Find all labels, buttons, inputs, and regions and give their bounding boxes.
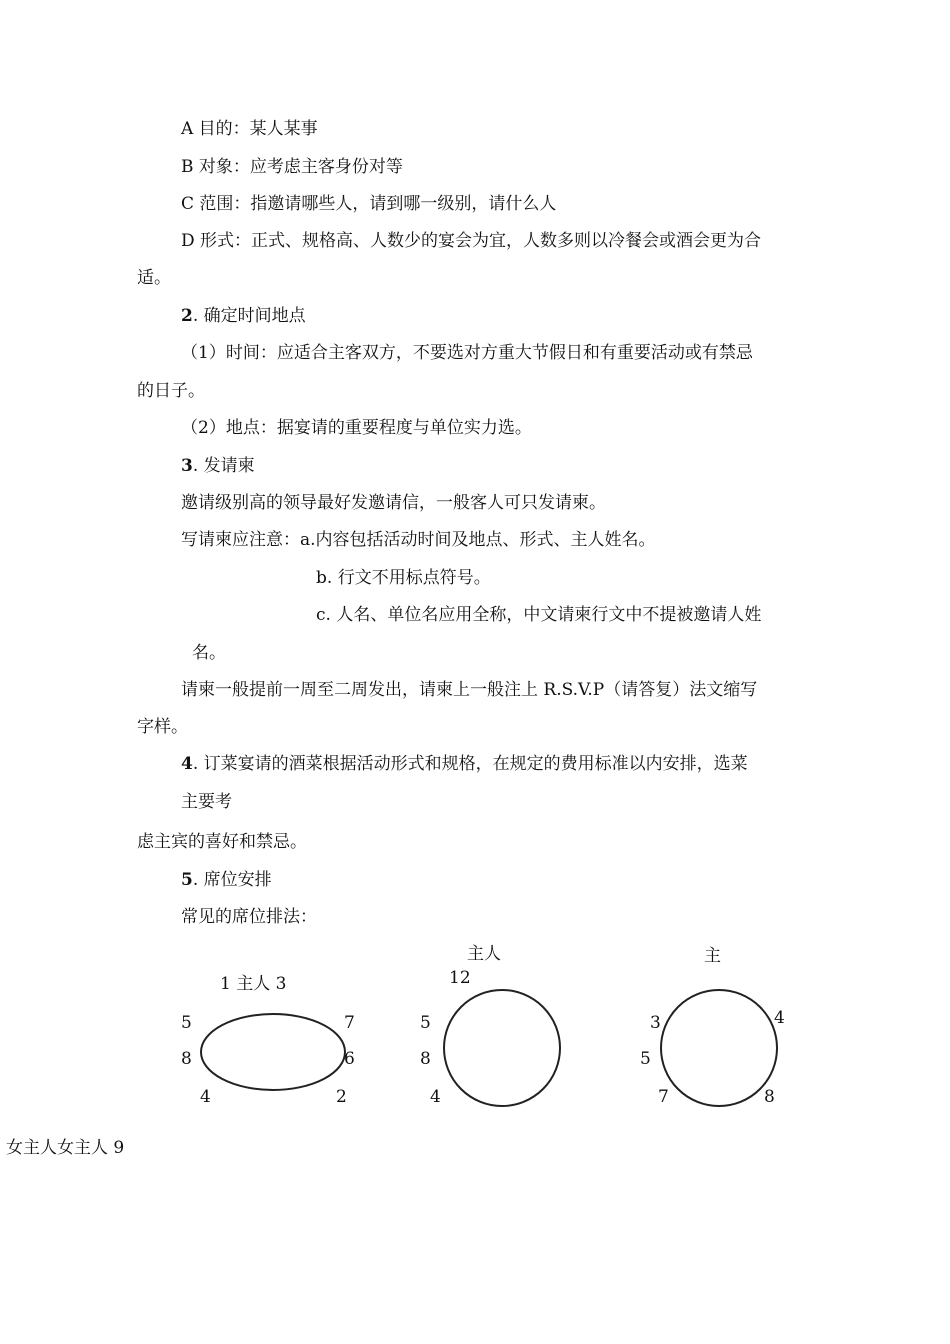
item-b-audience: B 对象：应考虑主客身份对等: [181, 157, 403, 177]
heading-4: [181, 753, 748, 775]
oval-seat-right-1: 7: [344, 1013, 355, 1033]
footer-hosts-label: 女主人女主人 9: [6, 1138, 125, 1158]
menu-paragraph-cont2: 虑主宾的喜好和禁忌。: [137, 832, 307, 852]
heading-5: [181, 869, 272, 891]
menu-paragraph-cont: 主要考: [181, 792, 232, 812]
item-c-scope: C 范围：指邀请哪些人，请到哪一级别，请什么人: [181, 194, 557, 214]
oval-seat-right-3: 2: [336, 1087, 347, 1107]
heading-2-text: . 确定时间地点: [192, 306, 306, 326]
oval-seat-left-3: 4: [200, 1087, 211, 1107]
oval-top-label: 1 主人 3: [220, 974, 287, 994]
oval-seat-left-1: 5: [181, 1013, 192, 1033]
round2-seat-left-1: 3: [650, 1013, 661, 1033]
round1-seat-left-3: 4: [430, 1087, 441, 1107]
invitation-notes-b: b. 行文不用标点符号。: [316, 568, 491, 588]
time-paragraph: （1）时间：应适合主客双方，不要选对方重大节假日和有重要活动或有禁忌: [181, 343, 753, 363]
item-d-format-cont: 适。: [137, 268, 171, 288]
heading-5-text: . 席位安排: [192, 870, 272, 890]
oval-table: [200, 1012, 346, 1092]
round2-seat-left-2: 5: [640, 1049, 651, 1069]
seating-intro: 常见的席位排法：: [181, 907, 317, 927]
heading-5-number: 5: [181, 870, 193, 890]
round1-top-number: 12: [449, 968, 471, 988]
heading-2: [181, 305, 306, 327]
round1-seat-left-1: 5: [420, 1013, 431, 1033]
round2-seat-right-2: 8: [764, 1087, 775, 1107]
oval-seat-right-2: 6: [344, 1049, 355, 1069]
round2-seat-left-3: 7: [658, 1087, 669, 1107]
round1-top-label: 主人: [467, 944, 501, 964]
heading-3-text: . 发请柬: [192, 456, 255, 476]
item-d-format: D 形式：正式、规格高、人数少的宴会为宜，人数多则以冷餐会或酒会更为合: [181, 231, 762, 251]
round1-seat-left-2: 8: [420, 1049, 431, 1069]
heading-2-number: 2: [181, 306, 193, 326]
round2-seat-right-1: 4: [774, 1008, 785, 1028]
oval-seat-left-2: 8: [181, 1049, 192, 1069]
invitation-notes-c: c. 人名、单位名应用全称，中文请柬行文中不提被邀请人姓: [316, 605, 762, 625]
item-a-purpose: A 目的：某人某事: [181, 119, 318, 139]
heading-3: [181, 455, 255, 477]
heading-4-number: 4: [181, 754, 193, 774]
time-paragraph-cont: 的日子。: [137, 381, 205, 401]
rsvp-paragraph-cont: 字样。: [137, 717, 188, 737]
heading-4-text: . 订菜宴请的酒菜根据活动形式和规格，在规定的费用标准以内安排，选菜: [192, 754, 748, 774]
round-table-2: [660, 989, 785, 1107]
heading-3-number: 3: [181, 456, 193, 476]
round-table-1: [443, 989, 561, 1107]
invitation-paragraph: 邀请级别高的领导最好发邀请信，一般客人可只发请柬。: [181, 493, 606, 513]
invitation-notes-a: 写请柬应注意：a.内容包括活动时间及地点、形式、主人姓名。: [181, 530, 656, 550]
rsvp-paragraph: 请柬一般提前一周至二周发出，请柬上一般注上 R.S.V.P（请答复）法文缩写: [181, 680, 758, 700]
place-paragraph: （2）地点：据宴请的重要程度与单位实力选。: [181, 418, 532, 438]
round2-top-label: 主: [704, 946, 721, 966]
invitation-notes-c-cont: 名。: [192, 643, 226, 663]
